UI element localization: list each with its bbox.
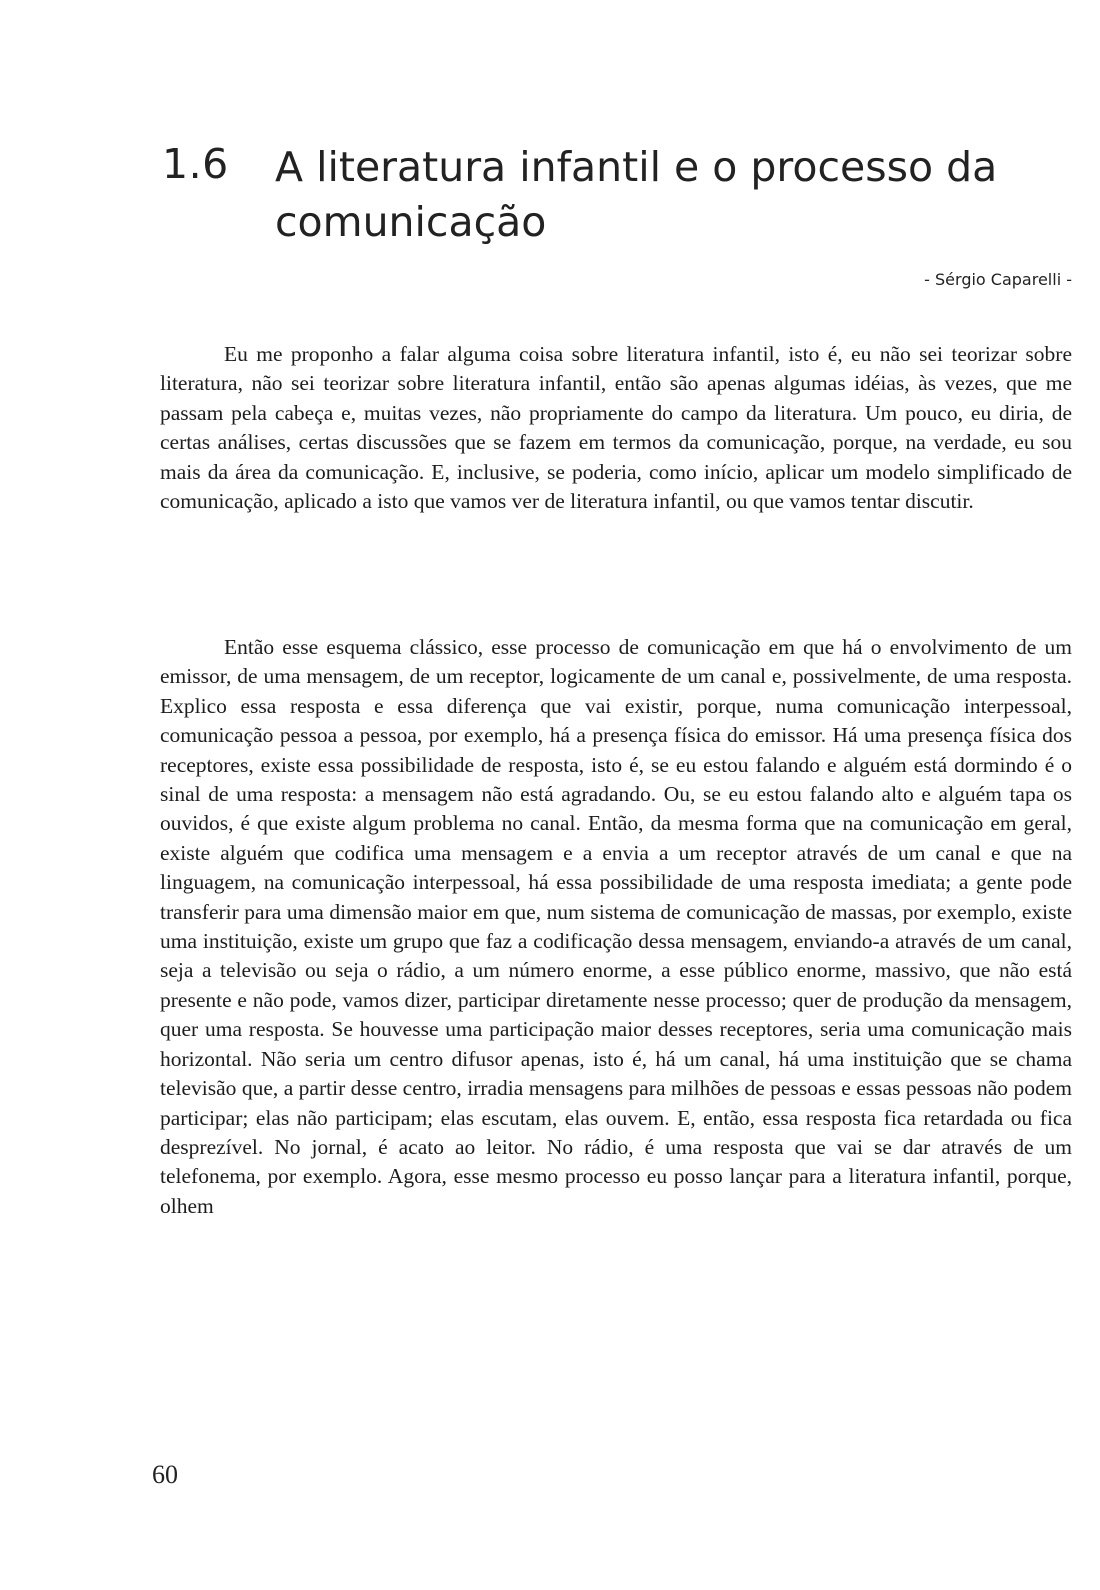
page-number: 60 <box>152 1460 178 1489</box>
author-byline: - Sérgio Caparelli - <box>924 270 1072 289</box>
paragraph-1: Eu me proponho a falar alguma coisa sobre literatura infantil, isto é, eu não sei teorizar sobre literatura, não sei teorizar sobre literatura infantil, então são apenas algumas idéias, às vezes, que me passam pela cabeça e, muitas vezes, não propriamente do campo da literatura. Um pouco, eu diria, de certas análises, certas discussões que se fazem em termos da comunicação, porque, na verdade, eu sou mais da área da comunicação. E, inclusive, se poderia, como início, aplicar um modelo simplificado de comunicação, aplicado a isto que vamos ver de literatura infantil, ou que vamos tentar discutir. <box>160 342 1072 514</box>
section-title: A literatura infantil e o processo da comunicação <box>275 143 998 246</box>
paragraph-2: Então esse esquema clássico, esse processo de comunicação em que há o envolvimento de um emissor, de uma mensagem, de um receptor, logicamente de um canal e, possivelmente, de uma resposta. Explico essa resposta e essa diferença que vai existir, porque, numa comunicação interpessoal, comunicação pessoa a pessoa, por exemplo, há a presença física do emissor. Há uma presença física dos receptores, existe essa possibilidade de resposta, isto é, se eu estou falando e alguém está dormindo é o sinal de uma resposta: a mensagem não está agradando. Ou, se eu estou falando alto e alguém tapa os ouvidos, é que existe algum problema no canal. Então, da mesma forma que na comunicação em geral, existe alguém que codifica uma mensagem e a envia a um receptor através de um canal e que na linguagem, na comunicação interpessoal, há essa possibilidade de uma resposta imediata; a gente pode transferir para uma dimensão maior em que, num sistema de comunicação de massas, por exemplo, existe uma instituição, existe um grupo que faz a codificação dessa mensagem, enviando-a através de um canal, seja a televisão ou seja o rádio, a um número enorme, a esse público enorme, massivo, que não está presente e não pode, vamos dizer, participar diretamente nesse processo; quer de produção da mensagem, quer uma resposta. Se houvesse uma participação maior desses receptores, seria uma comunicação mais horizontal. Não seria um centro difusor apenas, isto é, há um canal, há uma instituição que se chama televisão que, a partir desse centro, irradia mensagens para milhões de pessoas e essas pessoas não podem participar; elas não participam; elas escutam, elas ouvem. E, então, essa resposta fica retardada ou fica desprezível. No jornal, é acato ao leitor. No rádio, é uma resposta que vai se dar através de um telefonema, por exemplo. Agora, esse mesmo processo eu posso lançar para a literatura infantil, porque, olhem <box>160 635 1072 1218</box>
section-number: 1.6 <box>162 140 229 188</box>
